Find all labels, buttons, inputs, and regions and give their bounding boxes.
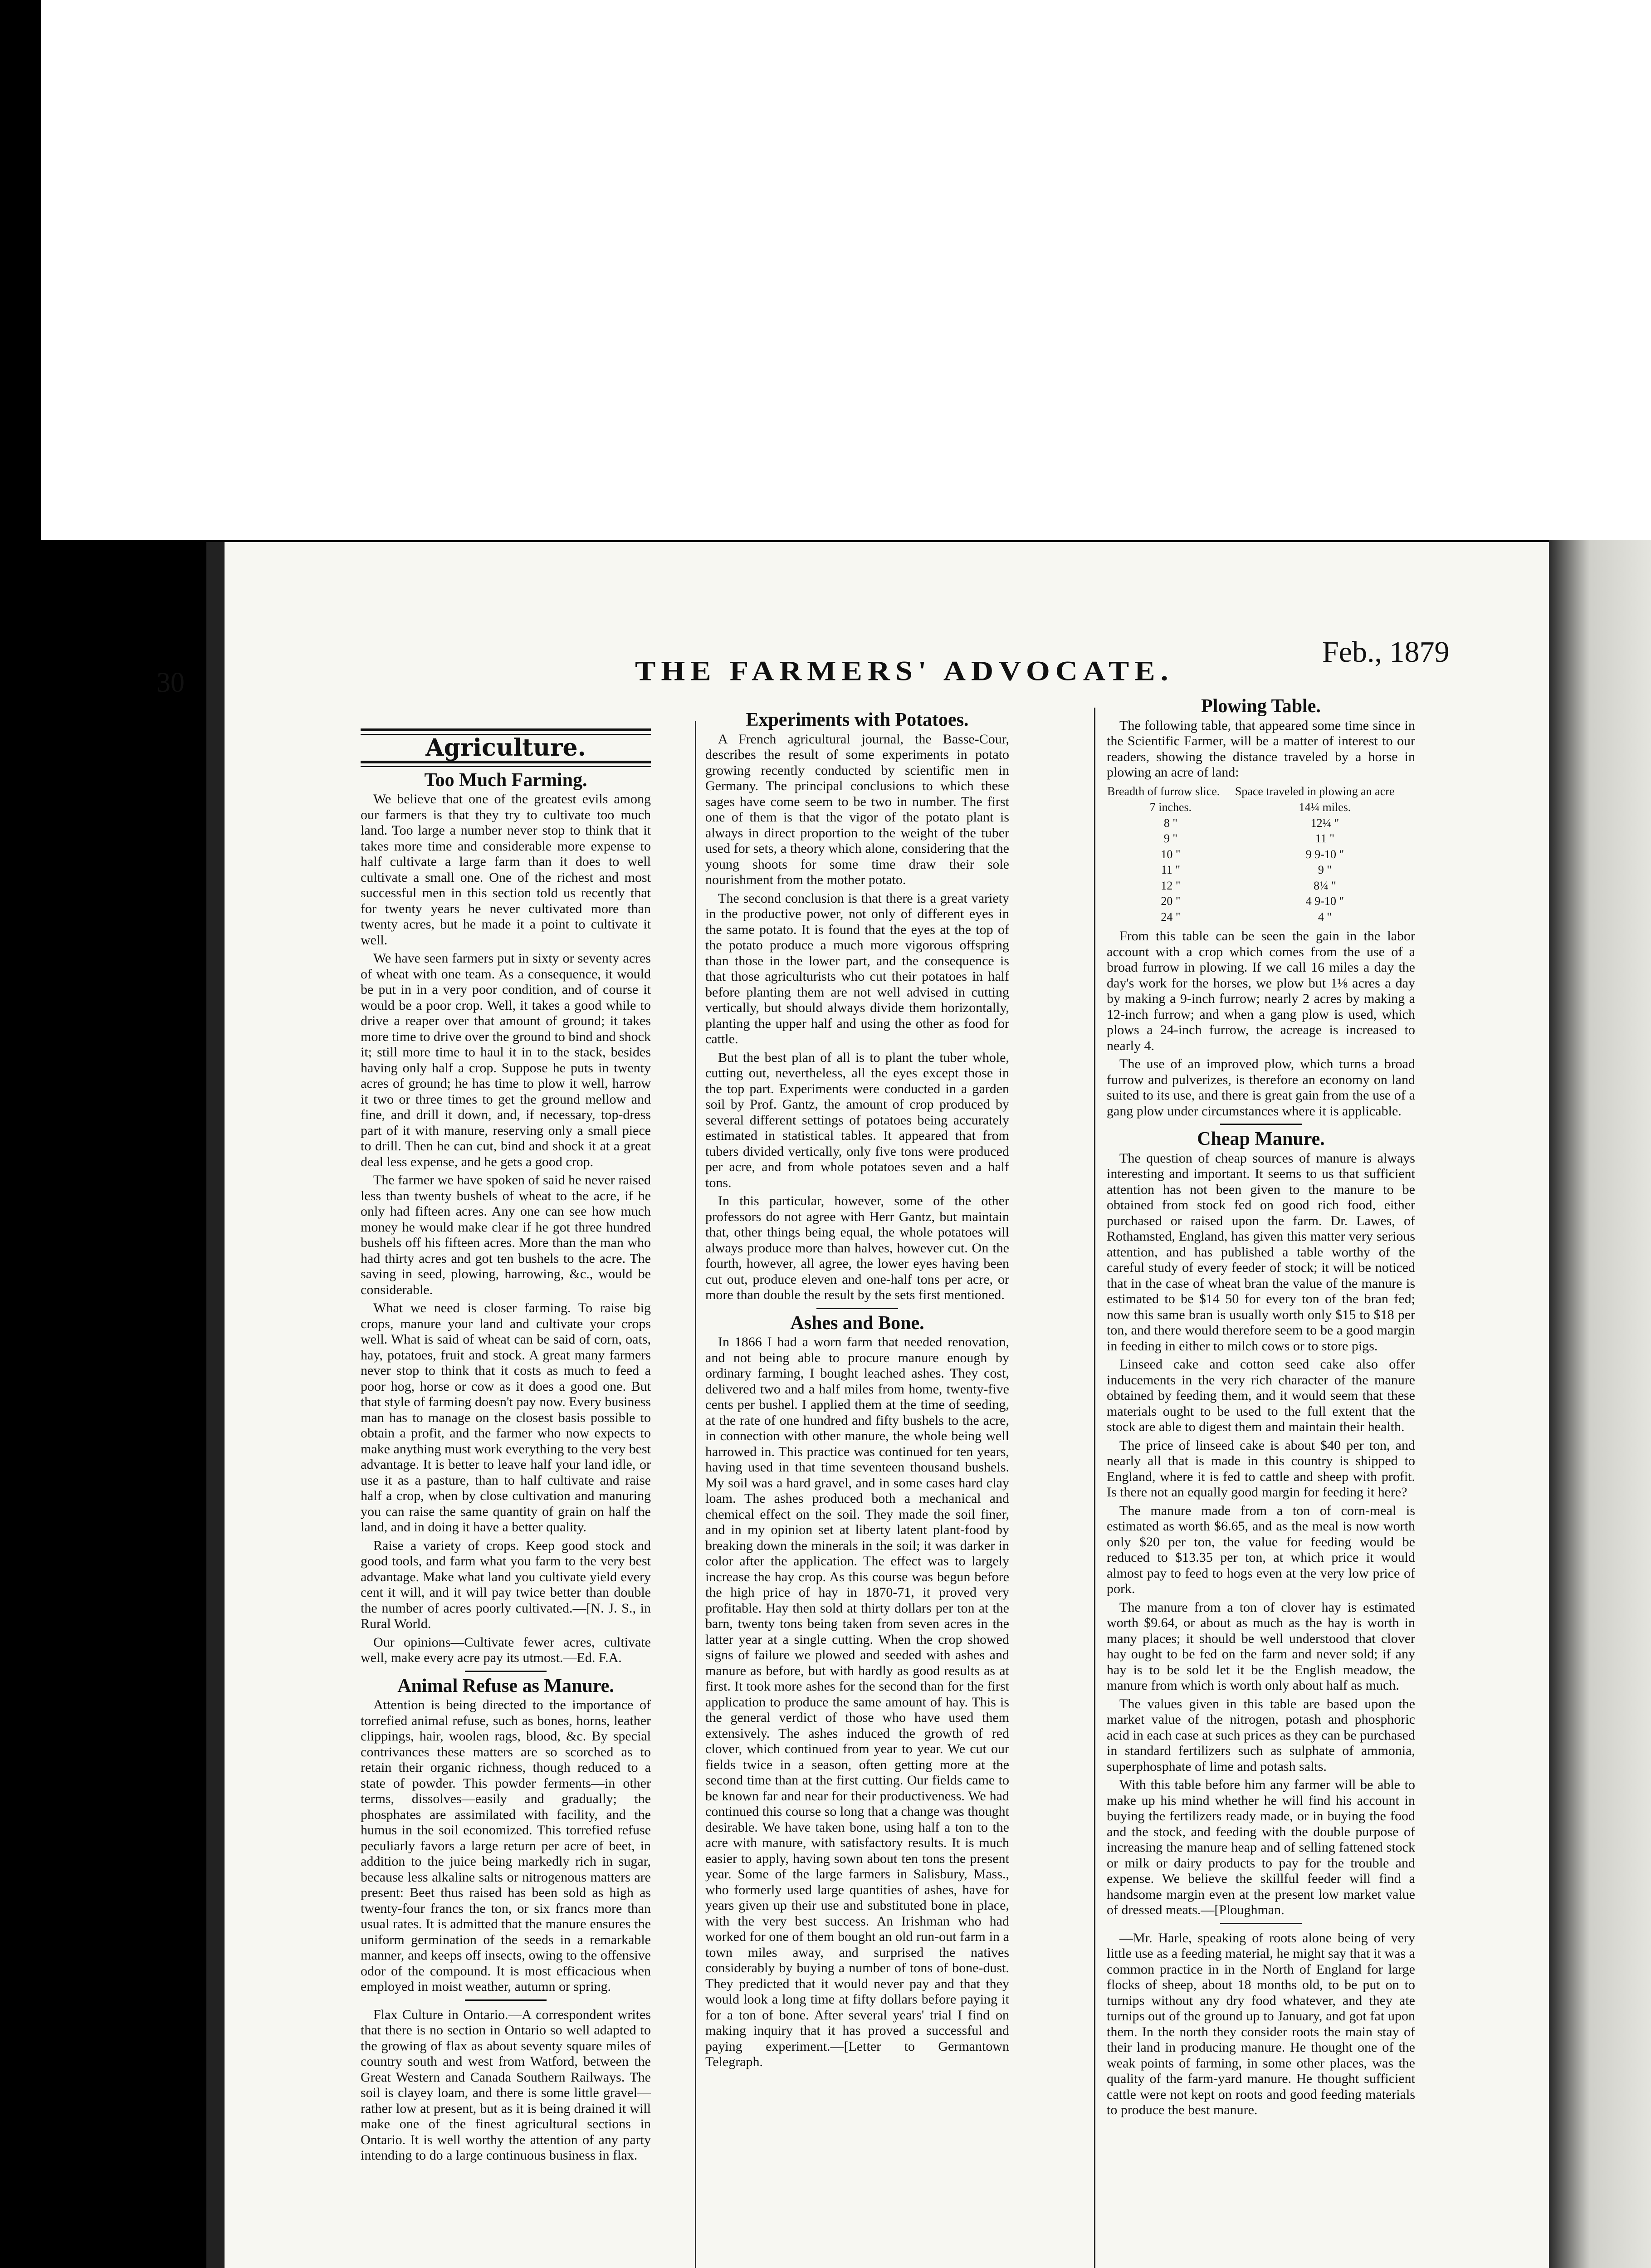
- paragraph: In this particular, however, some of the other professors do not agree with Herr Gantz, but maintain that, other things being equal, the whole potatoes will always produce more than halves, however cut. On the fourth, however, all agree, the lower eyes having been cut out, produce eleven and one-half tons per acre, or more than double the result by the sets first mentioned.: [705, 1193, 1009, 1302]
- paragraph: But the best plan of all is to plant the tuber whole, cutting out, nevertheless, all the eyes except those in the top part. Experiments were conducted in a garden soil by Prof. Gantz, the amount of crop produced by several different settings of potatoes being accurately estimated in statistical tables. It appeared that from tubers divided vertically, only five tons were produced per acre, and from whole potatoes seven and a half tons.: [705, 1050, 1009, 1190]
- paragraph: The farmer we have spoken of said he never raised less than twenty bushels of wheat to the acre, if he only had fifteen acres. Any one can see how much money he would make clear if he got three hundred bushels off his fifteen acres. More than the man who had thirty acres and got ten bushels to the acre. The saving in seed, plowing, harrowing, &c., would be considerable.: [361, 1173, 651, 1297]
- table-cell: 8 ": [1163, 816, 1177, 830]
- paragraph: Linseed cake and cotton seed cake also offer inducements in the very rich character of the manure obtained by feeding them, and it would seem that these materials ought to be used to the full extent that the stock are able to digest them and maintain their health.: [1107, 1357, 1415, 1434]
- table-cell: 11 ": [1315, 832, 1335, 845]
- paragraph: We believe that one of the greatest evils among our farmers is that they try to cultivate too much land. Too large a number never stop to think that it takes more time and considerable more expense to half cultivate a large farm than it does to well cultivate a small one. One of the richest and most successful men in this section told us recently that for twenty years he never cultivated more than twenty acres, but he made it a point to cultivate it well.: [361, 792, 651, 948]
- table-cell: 12 ": [1161, 879, 1181, 892]
- table-cell: 4 ": [1318, 910, 1332, 924]
- table-cell: 24 ": [1161, 910, 1181, 924]
- issue-date: Feb., 1879: [1322, 635, 1450, 669]
- article-title: Cheap Manure.: [1197, 1129, 1325, 1149]
- paragraph: Flax Culture in Ontario.—A correspondent writes that there is no section in Ontario so well adapted to the growing of flax as about seventy square miles of country south and west from Watford, between the Great Western and Canada Southern Railways. The soil is clayey loam, and there is some little gravel—rather low at present, but as it is being drained it will make one of the finest agricultural sections in Ontario. It is well worthy the attention of any party intending to do a large continuous business in flax.: [361, 2007, 651, 2163]
- table-row: [1107, 800, 1415, 816]
- section-heading: Agriculture.: [425, 734, 586, 762]
- divider: [1220, 1124, 1302, 1125]
- table-header: Space traveled in plowing an acre: [1235, 784, 1395, 798]
- article-title: Ashes and Bone.: [790, 1312, 924, 1334]
- plowing-table: [1107, 783, 1415, 925]
- table-cell: 20 ": [1161, 894, 1181, 908]
- paragraph: The manure from a ton of clover hay is estimated worth $9.64, or about as much as the hay is worth in many places; it should be well understood that clover hay ought to be fed on the farm and never sold; if any hay is to be sold let it be the English meadow, the manure from which is worth only about half as much.: [1107, 1599, 1415, 1693]
- table-row: [1107, 894, 1415, 909]
- paragraph: —Mr. Harle, speaking of roots alone being of very little use as a feeding material, he might say that it was a common practice in in the North of England for large flocks of sheep, about 18 months old, to be put on to turnips without any dry food whatever, and they ate turnips out of the ground up to January, and got fat upon them. In the north they consider roots the main stay of their land in producing manure. He thought one of the weak points of farming, in some other places, was the quality of the farm-yard manure. He thought sufficient cattle were not kept on roots and good feeding materials to produce the best manure.: [1107, 1930, 1415, 2117]
- divider: [465, 1671, 547, 1672]
- scan-background: [41, 0, 1651, 540]
- paragraph: The second conclusion is that there is a great variety in the productive power, not only of different eyes in the same potato. It is found that the eyes at the top of the potato produce a much more vigorous offspring than those in the lower part, and the consequence is that those agriculturists who cut their potatoes in half before planting them are not well advised in cutting vertically, but should always divide them horizontally, planting the upper half and using the other as food for cattle.: [705, 890, 1009, 1046]
- divider: [1220, 1923, 1302, 1924]
- table-cell: 9 ": [1163, 832, 1177, 845]
- table-cell: 7 inches.: [1149, 801, 1192, 814]
- paragraph: A French agricultural journal, the Basse-Cour, describes the result of some experiments in potato growing recently conducted by scientific men in Germany. The principal conclusions to which these sages have come seem to be two in number. The first one of them is that the vigor of the potato plant is always in direct proportion to the weight of the tuber used for sets, a theory which alone, considering that the young shoots for some time draw their sole nourishment from the mother potato.: [705, 731, 1009, 887]
- page-number: 30: [156, 667, 185, 698]
- table-row: [1107, 816, 1415, 831]
- table-cell: 4 9-10 ": [1305, 894, 1344, 908]
- paragraph: From this table can be seen the gain in the labor account with a crop which comes from the use of a broad furrow in plowing. If we call 16 miles a day the day's work for the horses, we plow but 1⅛ acres a day by making a 9-inch furrow; nearly 2 acres by making a 12-inch furrow; and when a gang plow is used, which plows a 24-inch furrow, the acreage is increased to nearly 4.: [1107, 929, 1415, 1053]
- paragraph: Raise a variety of crops. Keep good stock and good tools, and farm what you farm to the very best advantage. Make what land you cultivate yield every cent it will, and it will pay twice better than double the number of acres poorly cultivated.—[N. J. S., in Rural World.: [361, 1538, 651, 1631]
- column-3: [1107, 694, 1415, 2268]
- article-title: Experiments with Potatoes.: [746, 709, 969, 730]
- table-row: [1107, 878, 1415, 894]
- divider: [465, 1999, 547, 2001]
- article-title: Plowing Table.: [1201, 696, 1321, 717]
- table-row: [1107, 862, 1415, 878]
- paragraph: The manure made from a ton of corn-meal is estimated as worth $6.65, and as the meal is now worth only $20 per ton, the value for feeding would be reduced to $13.35 per ton, at which price it would almost pay to feed to hogs even at the very low price of pork.: [1107, 1503, 1415, 1596]
- table-cell: 9 ": [1318, 863, 1332, 876]
- paragraph: Our opinions—Cultivate fewer acres, cultivate well, make every acre pay its utmost.—Ed. F.A.: [361, 1634, 651, 1665]
- table-cell: 9 9-10 ": [1305, 847, 1344, 861]
- paragraph: Attention is being directed to the importance of torrefied animal refuse, such as bones, horns, leather clippings, hair, woolen rags, blood, &c. By special contrivances these matters are so scorched as to retain their organic richness, though reduced to a state of powder. This powder ferments—in other terms, dissolves—easily and gradually; the phosphates are assimilated with facility, and the humus in the soil economized. This torrefied refuse peculiarly favors a large return per acre of beet, in addition to the juice being markedly rich in sugar, because less alkaline salts or nitrogenous matters are present: Beet thus raised has been sold as high as twenty-four francs the ton, or six francs more than usual rates. It is admitted that the manure ensures the uniform germination of the seeds in a remarkable manner, and keeps off insects, owing to the offensive odor of the compound. It is most efficacious when employed in moist weather, autumn or spring.: [361, 1697, 651, 1994]
- table-cell: 8¼ ": [1314, 879, 1336, 892]
- table-header: Breadth of furrow slice.: [1107, 784, 1220, 798]
- paragraph: The price of linseed cake is about $40 per ton, and nearly all that is made in this country is shipped to England, where it is fed to cattle and sheep with profit. Is there not an equally good margin for feeding it here?: [1107, 1437, 1415, 1500]
- paragraph: The values given in this table are based upon the market value of the nitrogen, potash and phosphoric acid in each case at such prices as they can be purchased in standard fertilizers such as sulphate of ammonia, superphosphate of lime and potash salts.: [1107, 1696, 1415, 1774]
- paragraph: We have seen farmers put in sixty or seventy acres of wheat with one team. As a consequence, it would be put in in a very poor condition, and of course it would be a poor crop. Well, it takes a good while to drive a reaper over that amount of ground; it takes more time to drive over the ground to bind and shock it; still more time to haul it in to the stack, besides having only half a crop. Suppose he puts in twenty acres of ground; he has time to plow it well, harrow it two or three times to get the ground mellow and fine, and drill it down, and, if necessary, top-dress part of it with manure, reserving only a small piece to drill. Then he can cut, bind and shock it at a great deal less expense, and he gets a good crop.: [361, 951, 651, 1169]
- paragraph: The question of cheap sources of manure is always interesting and important. It seems to us that sufficient attention has not been given to the manure to be obtained from stock fed on good rich food, either purchased or raised upon the farm. Dr. Lawes, of Rothamsted, England, has given this matter very serious attention, and has published a table worthy of the careful study of every feeder of stock; it will be noticed that in the case of wheat bran the value of the manure is estimated to be $14 50 for every ton of the bran fed; now this same bran is usually worth only $15 to $18 per ton, and there would therefore seem to be a good margin in feeding in either to milch cows or to store pigs.: [1107, 1150, 1415, 1354]
- column-1: [361, 726, 651, 2250]
- table-row: [1107, 831, 1415, 847]
- table-cell: 10 ": [1161, 847, 1181, 861]
- column-rule: [1094, 708, 1095, 2268]
- masthead: THE FARMERS' ADVOCATE.: [635, 655, 1174, 687]
- article-title: Animal Refuse as Manure.: [397, 1675, 614, 1696]
- paragraph: What we need is closer farming. To raise big crops, manure your land and cultivate your crops well. What is said of wheat can be said of corn, oats, hay, potatoes, fruit and stock. A great many farmers never stop to think that it costs as much to feed a poor hog, horse or cow as it does a good one. But that style of farming doesn't pay now. Every business man has to manage on the closest basis possible to obtain a profit, and the farmer who now expects to make anything must work everything to the very best advantage. It is better to leave half your land idle, or use it as a pasture, than to half cultivate and raise half a crop, when by close cultivation and manuring you can raise the same quantity of grain on half the land, and in doing it have a better quality.: [361, 1300, 651, 1535]
- divider: [816, 1308, 898, 1309]
- column-2: [705, 708, 1009, 2268]
- article-title: Too Much Farming.: [424, 769, 587, 791]
- table-row: [1107, 909, 1415, 925]
- paragraph: The following table, that appeared some time since in the Scientific Farmer, will be a matter of interest to our readers, showing the distance traveled by a horse in plowing an acre of land:: [1107, 718, 1415, 780]
- binding-edge: [1549, 540, 1651, 2268]
- table-cell: 12¼ ": [1310, 816, 1339, 830]
- paragraph: With this table before him any farmer will be able to make up his mind whether he will find his account in buying the fertilizers ready made, or in buying the food and the stock, and feeding with the double purpose of increasing the manure heap and of selling fattened stock or milk or dairy products to pay for the trouble and expense. We believe the skillful feeder will find a handsome margin even at the present low market value of dressed meats.—[Ploughman.: [1107, 1777, 1415, 1917]
- table-cell: 14¼ miles.: [1299, 801, 1351, 814]
- column-rule: [695, 721, 696, 2268]
- table-row: [1107, 847, 1415, 863]
- paragraph: In 1866 I had a worn farm that needed renovation, and not being able to procure manure enough by ordinary farming, I bought leached ashes. They cost, delivered two and a half miles from home, twenty-five cents per bushel. I applied them at the time of seeding, at the rate of one hundred and fifty bushels to the acre, in connection with other manure, the whole being well harrowed in. This practice was continued for ten years, having used in that time seventeen thousand bushels. My soil was a hard gravel, and in some cases hard clay loam. The ashes produced both a mechanical and chemical effect on the soil. They made the soil finer, and in my opinion set at liberty latent plant-food by breaking down the minerals in the soil; it was darker in color after the application. The effect was to largely increase the hay crop. As this course was begun before the high price of hay in 1870-71, it proved very profitable. Hay then sold at thirty dollars per ton at the barn, twenty tons being taken from seven acres in the latter year at a single cutting. When the crop showed signs of failure we plowed and seeded with ashes and manure as before, but with hardly as good results as at first. It took more ashes for the second than for the first application to produce the same amount of hay. This is the general verdict of those who have used them extensively. The ashes induced the growth of red clover, which continued from year to year. We cut our fields twice in a season, often getting more at the second time than at the first cutting. Our fields came to be known far and near for their productiveness. We had continued this course so long that a change was thought desirable. We have taken bone, using half a ton to the acre with manure, with satisfactory results. It is much easier to apply, having sown about ten tons the present year. Some of the large farmers in Salisbury, Mass., who formerly used large quantities of ashes, have for years given up their use and substituted bone in place, with the very best success. An Irishman who had worked for one of them bought an old run-out farm in a town miles away, and surprised the natives considerably by buying a number of tons of bone-dust. They predicted that it would never pay and that they would look a long time at fifty dollars before paying it for a ton of bone. After several years' trial I find on making inquiry that it has proved a successful and paying experiment.—[Letter to Germantown Telegraph.: [705, 1334, 1009, 2069]
- table-cell: 11 ": [1161, 863, 1181, 876]
- paragraph: The use of an improved plow, which turns a broad furrow and pulverizes, is therefore an economy on land suited to its use, and there is great gain from the use of a gang plow under circumstances where it is applicable.: [1107, 1056, 1415, 1119]
